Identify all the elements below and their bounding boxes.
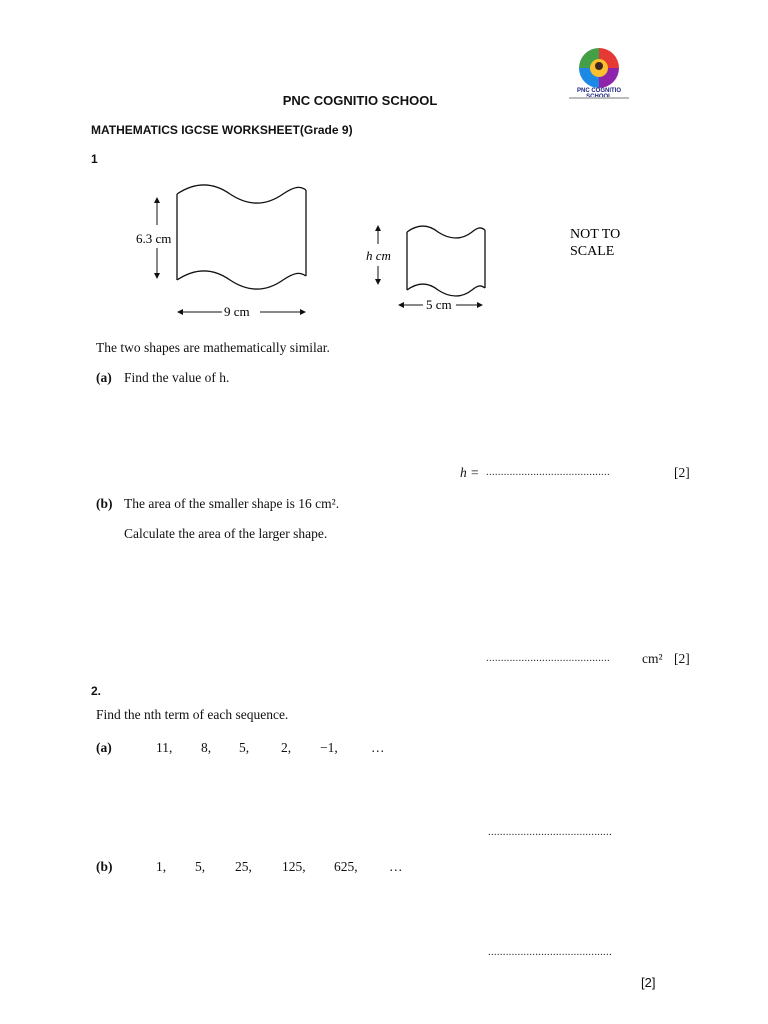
q2b-term: 25,: [235, 859, 252, 874]
q1a-marks: [2]: [674, 465, 690, 480]
q1a-label: (a): [96, 370, 112, 385]
q2b-term: 125,: [282, 859, 306, 874]
q2b-term: 1,: [156, 859, 167, 874]
q1a-answer-prefix: h =: [460, 465, 480, 480]
q1b-unit: cm²: [642, 651, 663, 666]
worksheet-title: MATHEMATICS IGCSE WORKSHEET(Grade 9): [91, 123, 353, 137]
school-name: PNC COGNITIO SCHOOL: [282, 93, 438, 108]
q2b-term: 5,: [195, 859, 206, 874]
q2a-term: …: [371, 740, 385, 755]
q2-marks: [2]: [641, 975, 656, 990]
q2a-term: 8,: [201, 740, 212, 755]
q1b-answer-line[interactable]: ..........................................: [486, 652, 610, 664]
q2a-answer-line[interactable]: ..........................................: [488, 826, 612, 838]
q1b-text: The area of the smaller shape is 16 cm².: [124, 496, 340, 511]
question-1-number: 1: [91, 152, 98, 166]
large-shape: [177, 185, 306, 289]
small-shape: [407, 226, 485, 296]
q1b-label: (b): [96, 496, 113, 511]
not-to-scale-line1: NOT TO: [570, 227, 621, 242]
q2-intro: Find the nth term of each sequence.: [96, 707, 289, 722]
q2a-term: 11,: [156, 740, 173, 755]
q1b-text-2: Calculate the area of the larger shape.: [124, 526, 328, 541]
question-2-number: 2.: [91, 684, 102, 698]
large-height-label: 6.3 cm: [136, 231, 172, 246]
small-width-label: 5 cm: [426, 297, 452, 312]
logo-caption: PNC COGNITIO: [576, 88, 621, 94]
q2a-term: 2,: [281, 740, 292, 755]
q2b-answer-line[interactable]: ..........................................: [488, 946, 612, 958]
q2b-term: …: [389, 859, 403, 874]
q1b-marks: [2]: [674, 651, 690, 666]
q1-intro: The two shapes are mathematically similar.: [96, 340, 330, 355]
q2a-term: −1,: [320, 740, 338, 755]
q1a-answer-line[interactable]: ..........................................: [486, 466, 610, 478]
not-to-scale-line2: SCALE: [570, 244, 615, 259]
q2b-label: (b): [96, 859, 113, 874]
similar-shapes-diagram: [120, 180, 640, 330]
q1a-text: Find the value of h.: [124, 370, 230, 385]
small-height-label: h cm: [366, 248, 391, 263]
q2a-term: 5,: [239, 740, 250, 755]
large-width-label: 9 cm: [224, 304, 250, 319]
q2a-label: (a): [96, 740, 112, 755]
q2b-term: 625,: [334, 859, 358, 874]
